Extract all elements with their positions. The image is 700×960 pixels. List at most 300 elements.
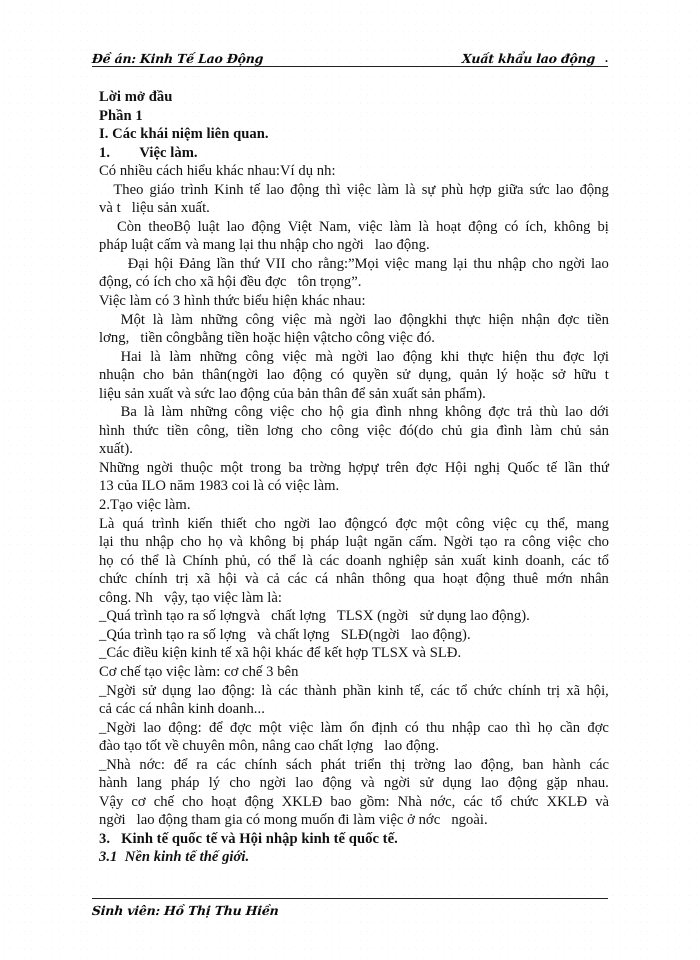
word: Quốc (507, 459, 540, 476)
word: tế, (409, 682, 424, 699)
word: là (418, 218, 430, 235)
word: cho (254, 515, 276, 532)
word: cho (229, 775, 251, 792)
word: dụng, (418, 367, 452, 384)
word: hoạt (211, 793, 237, 810)
document-line (99, 719, 609, 738)
word: ích, (525, 218, 547, 235)
word: Theo (113, 181, 144, 198)
word: động (468, 218, 498, 235)
word: thuê (513, 571, 539, 588)
word: rằng:”Mọi (318, 255, 379, 272)
word: XKLĐ (546, 793, 588, 810)
word: mà (313, 311, 332, 328)
word: là (152, 311, 164, 328)
word: mà (315, 348, 334, 365)
word: và (595, 793, 609, 810)
word: lơng (266, 422, 294, 439)
word: họ (208, 534, 223, 551)
word: quyền (352, 367, 389, 384)
word: nhng (408, 404, 438, 421)
header-right-group (462, 51, 608, 66)
word: lao (143, 719, 162, 736)
word: Việt (287, 218, 312, 235)
word: xã (196, 571, 211, 588)
word: là (165, 552, 176, 569)
word: việc (366, 422, 392, 439)
word: đình (375, 404, 402, 421)
document-line (99, 403, 609, 422)
word: mang (576, 515, 609, 532)
word: đợc (563, 348, 585, 365)
word: tế (249, 181, 261, 198)
word: khi (440, 348, 460, 365)
word: công (245, 311, 275, 328)
word: triển (354, 756, 382, 773)
word: dụng (442, 775, 472, 792)
document-line: 3.1 Nền kinh tế thế giới. (99, 849, 250, 866)
footer-student-name: Sinh viên: Hồ Thị Thu Hiền (91, 903, 280, 918)
word: ngăn (373, 534, 403, 551)
word: hoạt (442, 571, 468, 588)
word: cho (180, 534, 202, 551)
document-line: I. Các khái niệm liên quan. (99, 126, 269, 143)
document-line: _Quá trình tạo ra số lợngvà chất lợng TLSX (ngời sử dụng lao động). (99, 608, 530, 625)
word: cho (531, 255, 554, 272)
word: hữu (573, 367, 597, 384)
word: gặp (546, 775, 568, 792)
word: hội (154, 255, 174, 272)
word: VII (265, 255, 286, 272)
word: thu (473, 255, 492, 272)
word: làm (320, 719, 343, 736)
word: định (371, 719, 398, 736)
word: họ (537, 719, 553, 736)
word: kinh (377, 682, 404, 699)
word: cho (143, 367, 165, 384)
word: các (589, 756, 609, 773)
word: và (229, 534, 243, 551)
word: ổn (349, 719, 365, 736)
word: gia (350, 404, 369, 421)
word: hình (99, 422, 125, 439)
document-line (99, 756, 609, 775)
header-right-title: Xuất khẩu lao động (461, 51, 596, 66)
word: công (456, 515, 485, 532)
document-line: động, có ích cho xã hội đều đợc tôn trọng”. (99, 274, 362, 291)
word: nghiệp (388, 552, 428, 569)
document-line (99, 255, 609, 274)
word: lợi (593, 348, 609, 365)
document-line (99, 793, 609, 812)
word: có (330, 367, 345, 384)
word: lần (564, 459, 583, 476)
word: thị (390, 756, 406, 773)
word: động (507, 775, 538, 792)
word: Là (99, 515, 115, 532)
word: doanh, (525, 552, 565, 569)
document-line: công. Nh vậy, tạo việc làm là: (99, 589, 283, 606)
word: công (234, 404, 263, 421)
word: _Ngời (99, 719, 136, 736)
word: chính (508, 682, 541, 699)
word: Những (99, 459, 140, 476)
word: đợc (557, 311, 580, 328)
word: lại (99, 534, 114, 551)
word: để (208, 719, 223, 736)
word: chủ (560, 422, 582, 439)
word: không (444, 404, 482, 421)
word: nhuận (99, 367, 135, 384)
word: nhập (451, 719, 481, 736)
word: để (173, 756, 188, 773)
word: lao (564, 404, 583, 421)
word: lao (454, 756, 473, 773)
word: đợc (395, 515, 418, 532)
word: là (143, 404, 155, 421)
word: nhân (580, 571, 609, 588)
word: các (463, 793, 483, 810)
word: bản (172, 367, 194, 384)
word: là (302, 552, 313, 569)
word: chính (244, 756, 278, 773)
word: có (257, 552, 272, 569)
word: Nhà (397, 793, 422, 810)
word: làm (377, 181, 400, 198)
word: cá (315, 571, 329, 588)
word: lao (226, 218, 245, 235)
document-line: ngời lao động tham gia có mong muốn đi làm việc ở nớc ngoài. (99, 812, 488, 829)
word: hiện (488, 311, 514, 328)
word: pháp (171, 775, 200, 792)
word: các (319, 552, 340, 569)
word: lý (496, 367, 508, 384)
word: Một (120, 311, 145, 328)
word: có (504, 218, 519, 235)
word: hợpự (348, 459, 379, 476)
word: chế (153, 793, 174, 810)
word: phù (441, 181, 464, 198)
word: và (360, 775, 375, 792)
word: hộ (329, 404, 344, 421)
word: tổ (456, 682, 468, 699)
word: sức (529, 181, 550, 198)
word: ban (522, 756, 544, 773)
word: động: (221, 682, 256, 699)
word: ngời (259, 775, 287, 792)
document-line: và t liệu sản xuất. (99, 200, 210, 217)
word: cụ (524, 515, 539, 532)
word: làm (389, 218, 412, 235)
word: các (430, 682, 450, 699)
word: nhân (336, 571, 365, 588)
word: độngcó (344, 515, 388, 532)
word: phát (320, 756, 346, 773)
word: nớc, (430, 793, 456, 810)
word: thân(ngời (201, 367, 259, 384)
word: tổ (490, 793, 503, 810)
word: thiết (220, 515, 247, 532)
word: lần (216, 255, 235, 272)
word: làm (161, 404, 184, 421)
word: luật (345, 534, 368, 551)
word: đợc (230, 719, 252, 736)
document-line: lơng, tiền côngbằng tiền hoặc hiện vậtcho công việc đó. (99, 330, 435, 347)
document-line: _Qúa trình tạo ra số lợng và chất lợng SLĐ(ngời lao động). (99, 626, 471, 643)
word: nhập (145, 534, 174, 551)
word: thực (467, 348, 494, 365)
document-line (99, 422, 609, 441)
word: việc (384, 255, 409, 272)
word: cho (301, 404, 323, 421)
word: sản (589, 422, 609, 439)
word: nớc: (139, 756, 165, 773)
word: cho (291, 255, 313, 272)
word: Hội (444, 459, 467, 476)
word: công (245, 348, 274, 365)
document-line: Cơ chế tạo việc làm: cơ chế 3 bên (99, 663, 299, 680)
word: cơ (131, 793, 146, 810)
word: công, (196, 422, 229, 439)
document-line: 1. Việc làm. (99, 144, 198, 161)
word: và (244, 571, 259, 588)
word: mớn (546, 571, 573, 588)
document-line: liệu sản xuất và sức lao động của bản thân để sản xuất sản phẩm). (99, 385, 486, 402)
word: dới (589, 404, 609, 421)
word: làm (169, 348, 192, 365)
footer-divider (92, 898, 608, 899)
word: ngời (146, 459, 174, 476)
word: cho (182, 793, 204, 810)
word: Kinh (214, 181, 244, 198)
word: thể (277, 552, 296, 569)
word: hội, (586, 682, 609, 699)
document-line (99, 515, 609, 534)
word: lại (452, 255, 468, 272)
word: động, (480, 756, 514, 773)
word: các (216, 756, 236, 773)
word: việc (492, 515, 517, 532)
word: chủ (441, 422, 463, 439)
word: sự (421, 181, 436, 198)
word: sử (142, 682, 156, 699)
word: thể, (546, 515, 569, 532)
document-line (99, 682, 609, 701)
word: thì (325, 181, 341, 198)
word: luật (197, 218, 220, 235)
word: sử (419, 775, 434, 792)
word: làm (171, 311, 193, 328)
word: Vậy (99, 793, 124, 810)
word: phủ, (225, 552, 251, 569)
word: động (292, 367, 323, 384)
word: lao (266, 181, 284, 198)
word: công (330, 422, 359, 439)
word: là (405, 181, 416, 198)
word: ngời (283, 515, 311, 532)
word: trình (151, 515, 180, 532)
word: động (475, 571, 506, 588)
word: bị (292, 534, 304, 551)
word: là (150, 348, 161, 365)
word: quá (122, 515, 144, 532)
word: chính (135, 571, 168, 588)
word: mang (414, 255, 448, 272)
word: thì (515, 719, 531, 736)
word: ra (504, 534, 516, 551)
word: tiền (236, 422, 259, 439)
word: pháp (310, 534, 339, 551)
word: hành (552, 756, 581, 773)
word: trên (385, 459, 409, 476)
document-line: xuất). (99, 441, 133, 458)
document-line (99, 570, 609, 589)
word: lao (376, 348, 395, 365)
word: một (258, 719, 282, 736)
word: việc (556, 534, 582, 551)
word: trị (547, 682, 561, 699)
word: thu (535, 348, 555, 365)
word: hội (218, 571, 237, 588)
word: việc (346, 181, 372, 198)
header-left-title: Đề án: Kinh Tế Lao Động (91, 51, 264, 66)
word: nhập (497, 255, 527, 272)
word: không (249, 534, 287, 551)
word: thực (455, 311, 481, 328)
word: động (402, 348, 433, 365)
document-body (99, 88, 609, 867)
document-line: 13 của ILO năm 1983 coi là có việc làm. (99, 478, 340, 495)
word: tiền (166, 422, 189, 439)
word: Đảng (179, 255, 211, 272)
word: _Ngời (99, 682, 136, 699)
word: nhận (521, 311, 550, 328)
page-footer (92, 903, 608, 918)
word: các (571, 552, 591, 569)
document-line (99, 311, 609, 330)
word: qua (413, 571, 435, 588)
word: nhau. (576, 775, 609, 792)
document-line (99, 181, 609, 200)
word: đợc (416, 459, 438, 476)
word: các (287, 571, 308, 588)
word: đợc (488, 404, 510, 421)
word: cho (301, 422, 323, 439)
word: việc (269, 404, 295, 421)
word: đợc (587, 719, 609, 736)
word: Hai (120, 348, 142, 365)
word: cả (266, 571, 280, 588)
word: trong (250, 459, 282, 476)
word: việc (358, 218, 383, 235)
word: lao (480, 775, 499, 792)
word: đình (496, 422, 523, 439)
word: động (579, 181, 609, 198)
document-line (99, 552, 609, 571)
word: là (261, 682, 272, 699)
word: hoặc (516, 367, 544, 384)
word: cho (587, 534, 609, 551)
word: dụng (162, 682, 192, 699)
word: những (199, 348, 237, 365)
word: xuất (460, 552, 486, 569)
header-trailing-mark: . (605, 51, 608, 65)
word: việc (282, 348, 307, 365)
word: thu (120, 534, 139, 551)
word: _Nhà (99, 756, 131, 773)
word: tạo (479, 534, 498, 551)
word: công (522, 534, 551, 551)
word: ngời (341, 348, 368, 365)
page-header (92, 44, 608, 66)
word: một (220, 459, 243, 476)
word: t (604, 367, 609, 384)
word: Còn (117, 218, 142, 235)
word: lao (295, 775, 314, 792)
word: thuộc (180, 459, 213, 476)
word: lao (590, 255, 609, 272)
word: trị (175, 571, 189, 588)
word: thứ (240, 255, 260, 272)
word: không (553, 218, 591, 235)
word: sử (396, 367, 411, 384)
word: kiến (187, 515, 213, 532)
document-line: cả các cá nhân kinh doanh... (99, 701, 265, 718)
word: lao (197, 682, 216, 699)
word: sản (434, 552, 455, 569)
word: lao (266, 367, 285, 384)
word: trờng (309, 459, 341, 476)
word: lao (555, 181, 574, 198)
word: động (244, 793, 274, 810)
word: họ (99, 552, 114, 569)
document-line: Việc làm có 3 hình thức biểu hiện khác nhau: (99, 293, 366, 310)
word: làm (530, 422, 553, 439)
document-line: Lời mở đầu (99, 89, 173, 105)
word: động (290, 181, 320, 198)
document-line: 2.Tạo việc làm. (99, 497, 191, 514)
word: cao (487, 719, 508, 736)
word: trình (180, 181, 209, 198)
document-line: Có nhiều cách hiểu khác nhau:Ví dụ nh: (99, 163, 336, 180)
word: cần (559, 719, 581, 736)
word: lý (208, 775, 221, 792)
word: giáo (149, 181, 175, 198)
word: trả (516, 404, 533, 421)
word: gồm: (359, 793, 390, 810)
word: hiện (502, 348, 528, 365)
document-line: _Các điều kiện kinh tế xã hội khác để kết hợp TLSX và SLĐ. (99, 645, 462, 662)
word: sách (285, 756, 312, 773)
word: cấm. (408, 534, 437, 551)
word: ngời (339, 311, 366, 328)
word: XKLĐ (281, 793, 323, 810)
word: thù (539, 404, 558, 421)
word: xã (566, 682, 581, 699)
word: ngời (558, 255, 586, 272)
word: việc (288, 719, 314, 736)
word: ra (196, 756, 208, 773)
document-line (99, 459, 609, 478)
word: phần (342, 682, 372, 699)
word: ba (288, 459, 303, 476)
word: Chính (182, 552, 219, 569)
word: thông (372, 571, 406, 588)
word: Ngời (443, 534, 474, 551)
word: nghị (474, 459, 501, 476)
document-line (99, 533, 609, 552)
word: hành (99, 775, 128, 792)
